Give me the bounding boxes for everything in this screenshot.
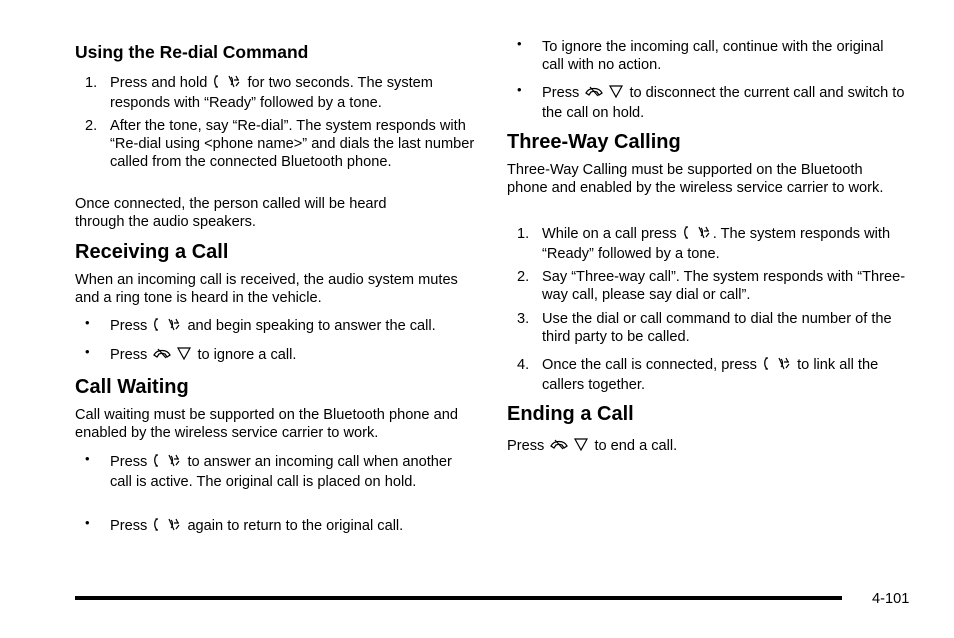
bullet: • bbox=[517, 82, 522, 97]
receiving-heading: Receiving a Call bbox=[75, 241, 229, 263]
step-text: While on a call press bbox=[542, 226, 677, 242]
waiting-bullet-2 bbox=[75, 517, 475, 537]
step-text: . The system responds with “Ready” followed by a tone. bbox=[542, 226, 891, 262]
redial-heading: Using the Re-dial Command bbox=[75, 42, 309, 62]
bullet-text: to ignore a call. bbox=[197, 347, 297, 363]
end-call-icon bbox=[152, 346, 192, 366]
step-text: Use the dial or call command to dial the number of the third party to be called. bbox=[542, 311, 892, 345]
bullet: • bbox=[85, 344, 90, 359]
bullet: • bbox=[517, 36, 522, 51]
threeway-step-4 bbox=[507, 356, 907, 394]
end-call-icon bbox=[549, 437, 589, 458]
right-bullet-1 bbox=[507, 38, 907, 74]
threeway-step-1 bbox=[507, 225, 907, 263]
threeway-intro: Three-Way Calling must be supported on the Bluetooth phone and enabled by the wireless service carrier to work. bbox=[507, 162, 884, 196]
bullet-text: Press bbox=[110, 454, 148, 470]
ending-text bbox=[507, 437, 907, 458]
redial-note: Once connected, the person called will be heard through the audio speakers. bbox=[75, 196, 387, 230]
waiting-bullet-1 bbox=[75, 453, 455, 491]
waiting-intro: Call waiting must be supported on the Bluetooth phone and enabled by the wireless service carrier to work. bbox=[75, 407, 458, 441]
step-number: 1. bbox=[85, 75, 98, 91]
bullet-text: to disconnect the current call and switch to the call on hold. bbox=[542, 85, 905, 121]
bullet-text: Press bbox=[110, 518, 148, 534]
phone-voice-icon bbox=[762, 356, 792, 376]
receiving-intro: When an incoming call is received, the audio system mutes and a ring tone is heard in the vehicle. bbox=[75, 272, 458, 306]
right-bullet-2 bbox=[507, 84, 907, 122]
footer-rule bbox=[75, 596, 842, 600]
bullet-text: and begin speaking to answer the call. bbox=[187, 318, 436, 334]
phone-voice-icon bbox=[212, 74, 242, 94]
phone-voice-icon bbox=[152, 517, 182, 537]
phone-voice-icon bbox=[152, 453, 182, 473]
ending-heading: Ending a Call bbox=[507, 403, 634, 425]
bullet: • bbox=[85, 315, 90, 330]
step-text: After the tone, say “Re-dial”. The system responds with “Re-dial using <phone name>” and dials the last number called from the connected Bluetooth phone. bbox=[110, 118, 475, 170]
step-text: Say “Three-way call”. The system responds with “Three-way call, please say dial or call”. bbox=[542, 269, 906, 303]
step-number: 3. bbox=[517, 311, 530, 327]
step-number: 2. bbox=[517, 269, 530, 285]
threeway-heading: Three-Way Calling bbox=[507, 131, 681, 153]
step-text: to link all the callers together. bbox=[542, 357, 879, 393]
page-number: 4-101 bbox=[872, 591, 910, 607]
bullet-text: again to return to the original call. bbox=[187, 518, 404, 534]
end-call-icon bbox=[584, 84, 624, 104]
phone-voice-icon bbox=[682, 225, 712, 245]
bullet: • bbox=[85, 515, 90, 530]
bullet: • bbox=[85, 451, 90, 466]
step-number: 1. bbox=[517, 226, 530, 242]
receiving-bullet-1 bbox=[75, 317, 475, 337]
phone-voice-icon bbox=[152, 317, 182, 337]
threeway-step-3 bbox=[507, 310, 917, 346]
step-number: 2. bbox=[85, 118, 98, 134]
bullet-text: Press bbox=[542, 85, 580, 101]
bullet-text: Press bbox=[110, 347, 148, 363]
receiving-bullet-2 bbox=[75, 346, 475, 366]
redial-step-2 bbox=[75, 117, 475, 171]
waiting-heading: Call Waiting bbox=[75, 376, 189, 398]
bullet-text: to answer an incoming call when another call is active. The original call is placed on hold. bbox=[110, 454, 452, 490]
step-text: for two seconds. The system responds with “Ready” followed by a tone. bbox=[110, 75, 433, 111]
ending-text-after: to end a call. bbox=[594, 438, 678, 454]
step-text: Press and hold bbox=[110, 75, 208, 91]
redial-step-1 bbox=[75, 74, 475, 112]
step-text: Once the call is connected, press bbox=[542, 357, 757, 373]
bullet-text: Press bbox=[110, 318, 148, 334]
threeway-step-2 bbox=[507, 268, 907, 304]
bullet-text: To ignore the incoming call, continue with the original call with no action. bbox=[542, 39, 884, 73]
step-number: 4. bbox=[517, 357, 530, 373]
ending-text-before: Press bbox=[507, 438, 545, 454]
